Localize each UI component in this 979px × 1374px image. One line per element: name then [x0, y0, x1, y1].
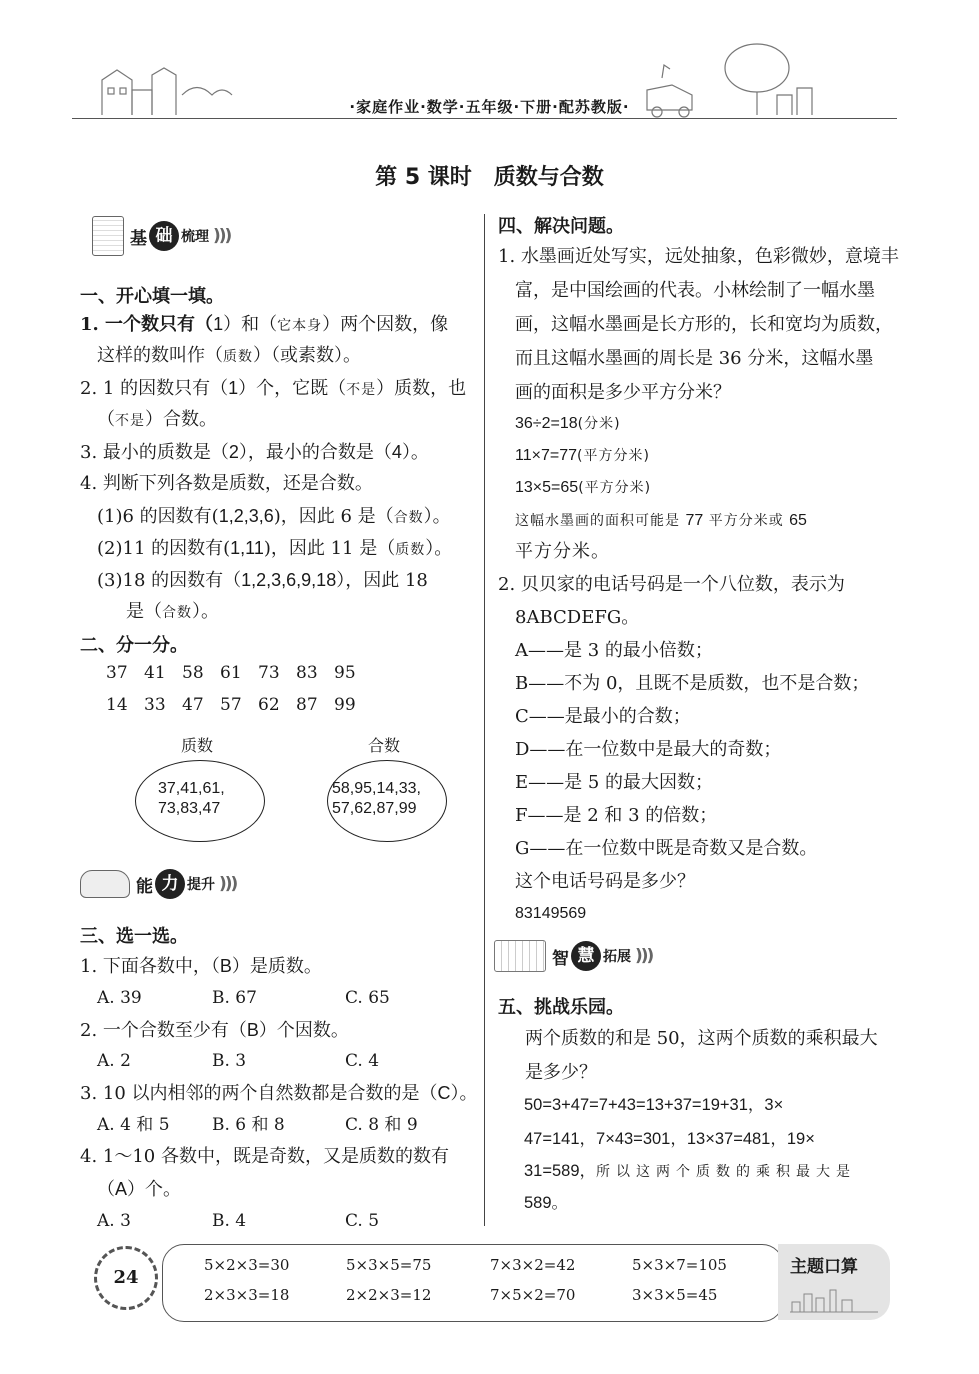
choice-option: C. 5 [345, 1211, 380, 1231]
number-cell: 37 [106, 663, 128, 683]
number-cell: 62 [258, 695, 280, 715]
p5-work2: 47=141，7×43=301，13×37=481，19× [524, 1130, 815, 1148]
p5-work4: 589。 [524, 1194, 569, 1212]
section-3-title: 三、选一选。 [80, 926, 188, 947]
choice-option: A. 3 [97, 1211, 131, 1231]
q4-line: 4. 判断下列各数是质数，还是合数。 [80, 473, 373, 494]
header-title: ·家庭作业·数学·五年级·下册·配苏教版· [349, 98, 630, 116]
prime-answer-2: 73,83,47 [158, 800, 221, 817]
choice-option: B. 6 和 8 [212, 1115, 285, 1135]
p2-clue-e: E——是 5 的最大因数； [515, 772, 714, 793]
p1-line2: 富，是中国绘画的代表。小林绘制了一幅水墨 [515, 280, 875, 301]
p5-line2: 是多少？ [525, 1062, 597, 1083]
number-cell: 41 [144, 663, 166, 683]
p1-work2: 11×7=77(平方分米) [515, 447, 650, 464]
choice-option: A. 4 和 5 [97, 1115, 170, 1135]
prime-label: 质数 [181, 736, 214, 755]
p2-clue-a: A——是 3 的最小倍数； [515, 640, 713, 661]
p2-clue-g: G——在一位数中既是奇数又是合数。 [515, 838, 818, 859]
q2-line2: （不是）合数。 [97, 409, 217, 430]
number-cell: 95 [334, 663, 356, 683]
badge-book-icon [92, 216, 124, 256]
p1-work5: 平方分米。 [515, 541, 610, 562]
composite-answer-1: 58,95,14,33, [332, 780, 421, 797]
calc-item: 5×3×7=105 [632, 1256, 727, 1274]
p1-work3: 13×5=65(平方分米) [515, 479, 652, 496]
p5-work1: 50=3+47=7+43=13+37=19+31，3× [524, 1096, 784, 1114]
p2-answer: 83149569 [515, 905, 587, 922]
number-cell: 47 [182, 695, 204, 715]
number-cell: 61 [220, 663, 242, 683]
c4-line1: 4. 1～10 各数中，既是奇数，又是质数的数有 [80, 1146, 449, 1167]
p2-clue-f: F——是 2 和 3 的倍数； [515, 805, 718, 826]
section-4-title: 四、解决问题。 [498, 216, 624, 237]
p1-work1: 36÷2=18(分米) [515, 415, 621, 432]
q1-line1: 1. 一个数只有（1）和（它本身）两个因数，像 [80, 314, 449, 335]
choice-option: B. 4 [212, 1211, 247, 1231]
calc-item: 7×5×2=70 [490, 1286, 576, 1304]
number-cell: 57 [220, 695, 242, 715]
badge-car-icon [80, 870, 130, 898]
badge-basic: 基 础 梳理 ))) [92, 218, 230, 254]
q4-2-line: (2)11 的因数有(1,11)，因此 11 是（质数）。 [97, 538, 453, 559]
choice-option: C. 65 [345, 988, 390, 1008]
choice-option: B. 67 [212, 988, 257, 1008]
calc-item: 7×3×2=42 [490, 1256, 576, 1274]
p2-clue-c: C——是最小的合数； [515, 706, 691, 727]
section-2-title: 二、分一分。 [80, 635, 188, 656]
p5-work3: 31=589，所以这两个质数的乘积最大是 [524, 1162, 857, 1180]
choice-option: B. 3 [212, 1051, 247, 1071]
q3-line: 3. 最小的质数是（2），最小的合数是（4）。 [80, 442, 429, 463]
number-cell: 73 [258, 663, 280, 683]
p1-work4: 这幅水墨画的面积可能是 77 平方分米或 65 [515, 512, 807, 529]
number-cell: 14 [106, 695, 128, 715]
number-cell: 58 [182, 663, 204, 683]
calc-item: 2×3×3=18 [204, 1286, 290, 1304]
p5-line1: 两个质数的和是 50，这两个质数的乘积最大 [525, 1028, 878, 1049]
p1-line5: 画的面积是多少平方分米？ [515, 382, 731, 403]
q4-1-line: (1)6 的因数有(1,2,3,6)，因此 6 是（合数）。 [97, 506, 451, 527]
choice-option: A. 2 [97, 1051, 131, 1071]
number-cell: 33 [144, 695, 166, 715]
calc-item: 5×3×5=75 [346, 1256, 432, 1274]
q2-line1: 2. 1 的因数只有（1）个，它既（不是）质数，也 [80, 378, 467, 399]
page-number: 24 [94, 1246, 158, 1310]
calc-item: 5×2×3=30 [204, 1256, 290, 1274]
section-5-title: 五、挑战乐园。 [498, 997, 624, 1018]
p2-line2: 8ABCDEFG。 [515, 607, 640, 628]
p1-line4: 而且这幅水墨画的周长是 36 分米，这幅水墨 [515, 348, 874, 369]
section-1-title: 一、开心填一填。 [80, 286, 224, 307]
p1-line3: 画，这幅水墨画是长方形的，长和宽均为质数， [515, 314, 893, 335]
choice-option: A. 39 [97, 988, 142, 1008]
lesson-title: 第 5 课时 质数与合数 [375, 165, 604, 190]
calc-item: 2×2×3=12 [346, 1286, 432, 1304]
badge-books-icon [494, 940, 546, 972]
number-cell: 99 [334, 695, 356, 715]
q4-3-line1: (3)18 的因数有（1,2,3,6,9,18），因此 18 [97, 570, 428, 591]
header-rule [72, 118, 897, 119]
c1-line: 1. 下面各数中，（B）是质数。 [80, 956, 322, 977]
composite-answer-2: 57,62,87,99 [332, 800, 417, 817]
prime-answer-1: 37,41,61, [158, 780, 225, 797]
p2-clue-d: D——在一位数中是最大的奇数； [515, 739, 782, 760]
number-cell: 87 [296, 695, 318, 715]
composite-label: 合数 [368, 736, 401, 755]
footer-tab-label: 主题口算 [790, 1257, 858, 1277]
c4-line2: （A）个。 [97, 1179, 182, 1200]
number-cell: 83 [296, 663, 318, 683]
c3-line: 3. 10 以内相邻的两个自然数都是合数的是（C）。 [80, 1083, 478, 1104]
badge-ability: 能 力 提升 ))) [80, 866, 236, 902]
footer-skyline-icon [790, 1284, 880, 1314]
q1-line2: 这样的数叫作（质数）（或素数）。 [97, 345, 361, 366]
calc-item: 3×3×5=45 [632, 1286, 718, 1304]
choice-option: C. 4 [345, 1051, 380, 1071]
q4-3-line2: 是（合数）。 [126, 601, 219, 622]
p2-question: 这个电话号码是多少？ [515, 871, 695, 892]
p2-line1: 2. 贝贝家的电话号码是一个八位数，表示为 [498, 574, 845, 595]
p2-clue-b: B——不为 0，且既不是质数，也不是合数； [515, 673, 870, 694]
badge-wisdom: 智 慧 拓展 ))) [494, 938, 652, 974]
choice-option: C. 8 和 9 [345, 1115, 418, 1135]
p1-line1: 1. 水墨画近处写实，远处抽象，色彩微妙，意境丰 [498, 246, 899, 267]
c2-line: 2. 一个合数至少有（B）个因数。 [80, 1020, 349, 1041]
column-divider [484, 214, 485, 1226]
